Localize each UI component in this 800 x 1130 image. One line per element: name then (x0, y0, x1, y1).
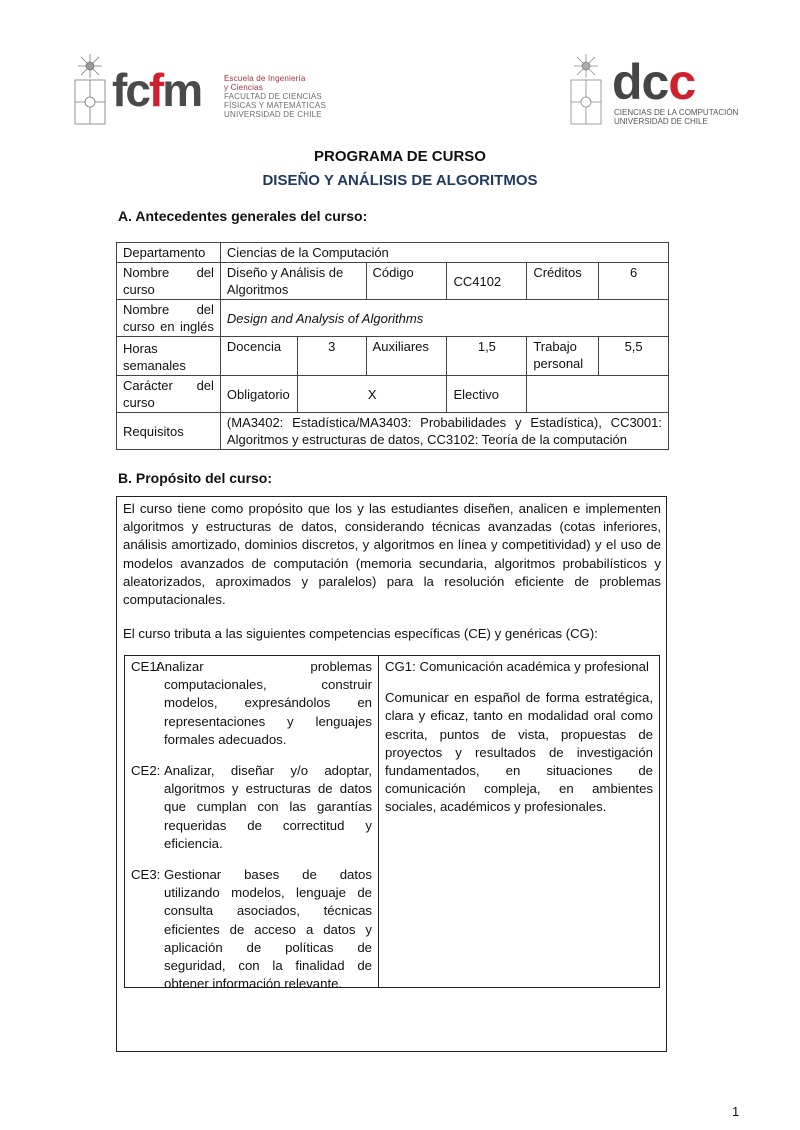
competency-code: CE2: (131, 763, 161, 779)
cg-title: CG1: Comunicación académica y profesional (385, 659, 649, 674)
auxiliares-label: Auxiliares (366, 337, 447, 376)
logo-line: UNIVERSIDAD DE CHILE (614, 117, 708, 126)
docencia-label: Docencia (220, 337, 297, 376)
competency-code: CE1: (131, 659, 161, 674)
competency-item (131, 658, 372, 749)
requisitos-value: (MA3402: Estadística/MA3403: Probabilidades y Estadística), CC3001: Algoritmos y estructuras de datos, CC3102: Teoría de la computación (220, 413, 668, 450)
table-row (117, 376, 669, 413)
document-title: PROGRAMA DE CURSO (314, 148, 486, 165)
competency-text: Analizar problemas computacionales, construir modelos, expresándolos en representaciones y lenguajes formales adecuados. (156, 659, 372, 747)
electivo-value (527, 376, 669, 413)
logo-line: UNIVERSIDAD DE CHILE (224, 110, 322, 119)
table-row (117, 337, 669, 376)
purpose-text: El curso tiene como propósito que los y las estudiantes diseñen, analicen e implementen algoritmos y estructuras de datos, considerando técnicas avanzadas (cotas inferiores, análisis amortizado, dominios discretos, y algoritmos en línea y competitividad) y el uso de modelos avanzados de computación (memoria secundaria, algoritmos probabilísticos y aleatorizados, aproximados y paralelos) para la resolución eficiente de problemas computacionales. (123, 501, 661, 608)
electivo-label: Electivo (447, 376, 527, 413)
dcc-logo (568, 50, 758, 130)
dcc-subtitle (614, 108, 738, 126)
competencias-intro: El curso tributa a las siguientes competencias específicas (CE) y genéricas (CG): (123, 626, 598, 641)
table-row (117, 243, 669, 263)
nombre-value: Diseño y Análisis de Algoritmos (220, 263, 366, 300)
fcfm-subtitle (224, 74, 326, 119)
logo-line: FÍSICAS Y MATEMÁTICAS (224, 101, 326, 110)
cg-column (379, 656, 659, 987)
trabajo-value: 5,5 (599, 337, 669, 376)
cg-text: Comunicar en español de forma estratégica, clara y eficaz, tanto en modalidad oral como escrita, puntos de vista, propuestas de proyectos y resultados de investigación fundamentados, en situaciones de comunicación compleja, en ambientes sociales, académicos y profesionales. (385, 690, 653, 815)
logo-line: FACULTAD DE CIENCIAS (224, 92, 322, 101)
fcfm-wordmark: fcfm (112, 64, 202, 116)
codigo-value: CC4102 (447, 263, 527, 300)
university-crest-icon (568, 52, 604, 128)
requisitos-label: Requisitos (117, 413, 221, 450)
competency-text: Analizar, diseñar y/o adoptar, algoritmos y estructuras de datos que cumplan con las garantías requeridas de correctitud y eficiencia. (164, 763, 372, 851)
university-crest-icon (72, 52, 108, 128)
caracter-label: Carácter del curso (117, 376, 221, 413)
section-b-heading: B. Propósito del curso: (118, 470, 273, 486)
fcfm-logo (72, 52, 342, 132)
logo-line: y Ciencias (224, 83, 263, 92)
competency-item (131, 866, 372, 993)
dcc-wordmark: dcc (612, 54, 696, 110)
logo-line: CIENCIAS DE LA COMPUTACIÓN (614, 108, 739, 117)
trabajo-label: Trabajo personal (527, 337, 599, 376)
departamento-label: Departamento (117, 243, 221, 263)
creditos-label: Créditos (527, 263, 599, 300)
course-title: DISEÑO Y ANÁLISIS DE ALGORITMOS (262, 172, 538, 189)
codigo-label: Código (366, 263, 447, 300)
table-row (117, 300, 669, 337)
competency-item (131, 762, 372, 853)
creditos-value: 6 (599, 263, 669, 300)
course-info-table (116, 242, 669, 450)
nombre-en-value: Design and Analysis of Algorithms (220, 300, 668, 337)
page-number: 1 (732, 1104, 740, 1119)
obligatorio-value: X (297, 376, 447, 413)
auxiliares-value: 1,5 (447, 337, 527, 376)
competency-text: Gestionar bases de datos utilizando modelos, lenguaje de consulta asociados, técnicas eficientes de acceso a datos y aplicación de políticas de seguridad, con la finalidad de obtener información relevante. (164, 867, 372, 992)
logo-line: Escuela de Ingeniería (224, 74, 306, 83)
ce-column (125, 656, 379, 992)
docencia-value: 3 (297, 337, 366, 376)
purpose-box (116, 496, 667, 1052)
competencias-table (124, 655, 660, 992)
table-row (117, 413, 669, 450)
nombre-label: Nombre del curso (117, 263, 221, 300)
table-row (117, 263, 669, 300)
competency-code: CE3: (131, 867, 161, 883)
departamento-value: Ciencias de la Computación (220, 243, 668, 263)
obligatorio-label: Obligatorio (220, 376, 297, 413)
section-a-heading: A. Antecedentes generales del curso: (118, 208, 368, 224)
horas-label: Horas semanales (117, 337, 221, 376)
nombre-en-label: Nombre del curso en inglés (117, 300, 221, 337)
